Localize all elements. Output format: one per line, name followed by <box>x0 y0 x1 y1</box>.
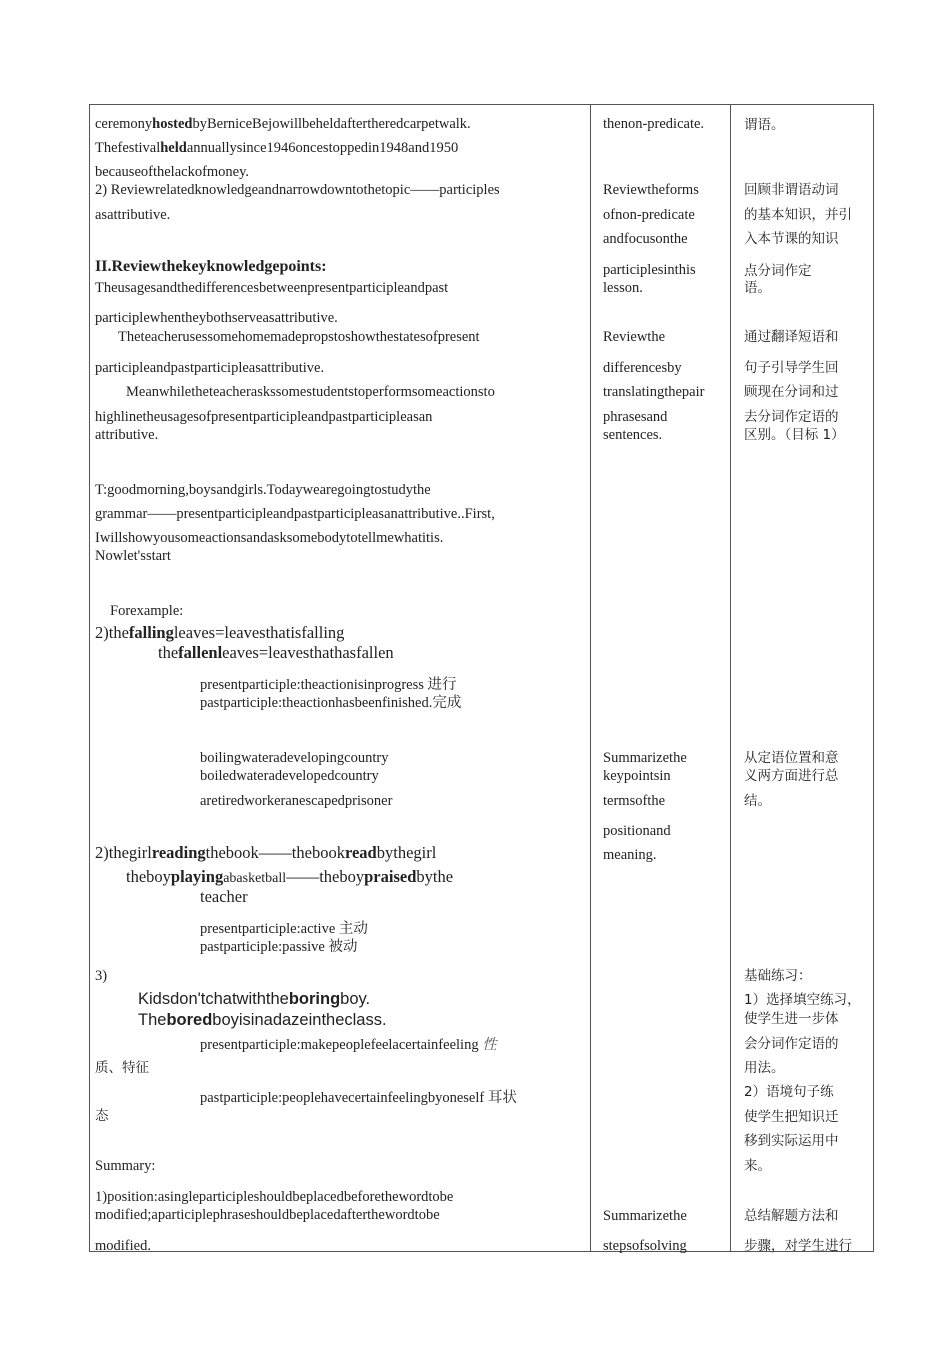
purpose-line: 总结解题方法和 <box>744 1208 839 1224</box>
dialogue-line: T:goodmorning,boysandgirls.Todaywearegoingtostudythe <box>95 482 431 498</box>
objective-line: keypointsin <box>603 768 671 784</box>
phrase-line: boiledwateradevelopedcountry <box>200 768 379 784</box>
text-line: attributive. <box>95 427 159 443</box>
definition-line: pastparticiple:theactionhasbeenfinished.完成 <box>200 695 462 711</box>
purpose-line: 来。 <box>744 1158 771 1174</box>
objective-line: ofnon-predicate <box>603 207 695 223</box>
purpose-line: 去分词作定语的 <box>744 409 839 425</box>
purpose-line: 回顾非谓语动词 <box>744 182 839 198</box>
text-line: ceremonyhostedbyBerniceBejowillbeheldaftertheredcarpetwalk. <box>95 116 471 132</box>
text-line: participleandpastparticipleasattributive. <box>95 360 325 376</box>
purpose-line: 基础练习： <box>744 968 812 984</box>
dialogue-line: grammar——presentparticipleandpastparticipleasanattributive..First, <box>95 506 495 522</box>
objective-line: Reviewthe <box>603 329 666 345</box>
text-line: Meanwhiletheteacheraskssomestudentstoperformsomeactionsto <box>126 384 495 400</box>
phrase-line: boilingwateradevelopingcountry <box>200 750 389 766</box>
definition-line: pastparticiple:passive 被动 <box>200 939 358 955</box>
objective-line: translatingthepair <box>603 384 705 400</box>
purpose-line: 语。 <box>744 280 771 296</box>
purpose-line: 入本节课的知识 <box>744 231 839 247</box>
item-number: 3) <box>95 968 108 984</box>
definition-line: pastparticiple:peoplehavecertainfeelingbyoneself 耳状 <box>200 1090 517 1106</box>
objective-line: lesson. <box>603 280 643 296</box>
purpose-line: 通过翻译短语和 <box>744 329 839 345</box>
objective-line: Reviewtheforms <box>603 182 699 198</box>
purpose-line: 1）选择填空练习， <box>744 992 861 1008</box>
purpose-line: 句子引导学生回 <box>744 360 839 376</box>
objective-line: Summarizethe <box>603 1208 687 1224</box>
objective-line: thenon-predicate. <box>603 116 705 132</box>
example-line: Kidsdon'tchatwiththeboringboy. <box>138 990 371 1008</box>
purpose-line: 的基本知识，并引 <box>744 207 852 223</box>
text-line: participlewhentheybothserveasattributive. <box>95 310 338 326</box>
purpose-line: 顾现在分词和过 <box>744 384 839 400</box>
definition-line: 态 <box>95 1108 109 1124</box>
text-line: becauseofthelackofmoney. <box>95 164 250 180</box>
definition-line: presentparticiple:theactionisinprogress 进行 <box>200 677 457 693</box>
text-line: Theusagesandthedifferencesbetweenpresentparticipleandpast <box>95 280 449 296</box>
purpose-line: 点分词作定 <box>744 263 812 279</box>
example-line: thefallenleaves=leavesthathasfallen <box>158 643 394 662</box>
text-line: asattributive. <box>95 207 171 223</box>
definition-line: presentparticiple:active 主动 <box>200 921 368 937</box>
dialogue-line: Nowlet'sstart <box>95 548 171 564</box>
purpose-line: 义两方面进行总 <box>744 768 839 784</box>
purpose-line: 步骤，对学生进行 <box>744 1238 852 1254</box>
purpose-line: 从定语位置和意 <box>744 750 839 766</box>
definition-line: presentparticiple:makepeoplefeelacertainfeeling 性 <box>200 1037 497 1053</box>
text-line: Thefestivalheldannuallysince1946oncestoppedin1948and1950 <box>95 140 459 156</box>
example-line: Theboredboyisinadazeintheclass. <box>138 1011 387 1029</box>
definition-line: 质、特征 <box>95 1060 149 1076</box>
summary-line: modified;aparticiplephraseshouldbeplacedafterthewordtobe <box>95 1207 440 1223</box>
purpose-line: 2）语境句子练 <box>744 1084 834 1100</box>
objective-line: positionand <box>603 823 671 839</box>
purpose-line: 移到实际运用中 <box>744 1133 839 1149</box>
purpose-line: 用法。 <box>744 1060 785 1076</box>
section-heading: II.Reviewthekeyknowledgepoints: <box>95 258 327 275</box>
objective-line: differencesby <box>603 360 682 376</box>
column-divider <box>590 105 591 1251</box>
objective-line: phrasesand <box>603 409 668 425</box>
text-line: Forexample: <box>110 603 184 619</box>
objective-line: termsofthe <box>603 793 666 809</box>
purpose-line: 使学生把知识迁 <box>744 1109 839 1125</box>
purpose-line: 谓语。 <box>744 117 785 133</box>
purpose-line: 区别。（目标 1） <box>744 427 845 443</box>
objective-line: participlesinthis <box>603 262 696 278</box>
summary-heading: Summary: <box>95 1158 156 1174</box>
example-line: teacher <box>200 887 248 906</box>
example-line: 2)thegirlreadingthebook——thebookreadbythegirl <box>95 843 437 862</box>
text-line: Theteacherusessomehomemadepropstoshowthestatesofpresent <box>118 329 480 345</box>
objective-line: Summarizethe <box>603 750 687 766</box>
objective-line: stepsofsolving <box>603 1238 687 1254</box>
summary-line: 1)position:asingleparticipleshouldbeplacedbeforethewordtobe <box>95 1189 454 1205</box>
purpose-line: 结。 <box>744 793 771 809</box>
purpose-line: 使学生进一步体 <box>744 1011 839 1027</box>
objective-line: meaning. <box>603 847 657 863</box>
column-divider <box>730 105 731 1251</box>
example-line: theboyplayingabasketball——theboypraisedbythe <box>126 867 454 886</box>
objective-line: andfocusonthe <box>603 231 688 247</box>
dialogue-line: Iwillshowyousomeactionsandasksomebodytotellmewhatitis. <box>95 530 444 546</box>
example-line: 2)thefallingleaves=leavesthatisfalling <box>95 623 345 642</box>
purpose-line: 会分词作定语的 <box>744 1036 839 1052</box>
objective-line: sentences. <box>603 427 663 443</box>
phrase-line: aretiredworkeranescapedprisoner <box>200 793 393 809</box>
summary-line: modified. <box>95 1238 151 1254</box>
text-line: 2) Reviewrelatedknowledgeandnarrowdowntothetopic——participles <box>95 182 500 198</box>
text-line: highlinetheusagesofpresentparticipleandpastparticipleasan <box>95 409 433 425</box>
